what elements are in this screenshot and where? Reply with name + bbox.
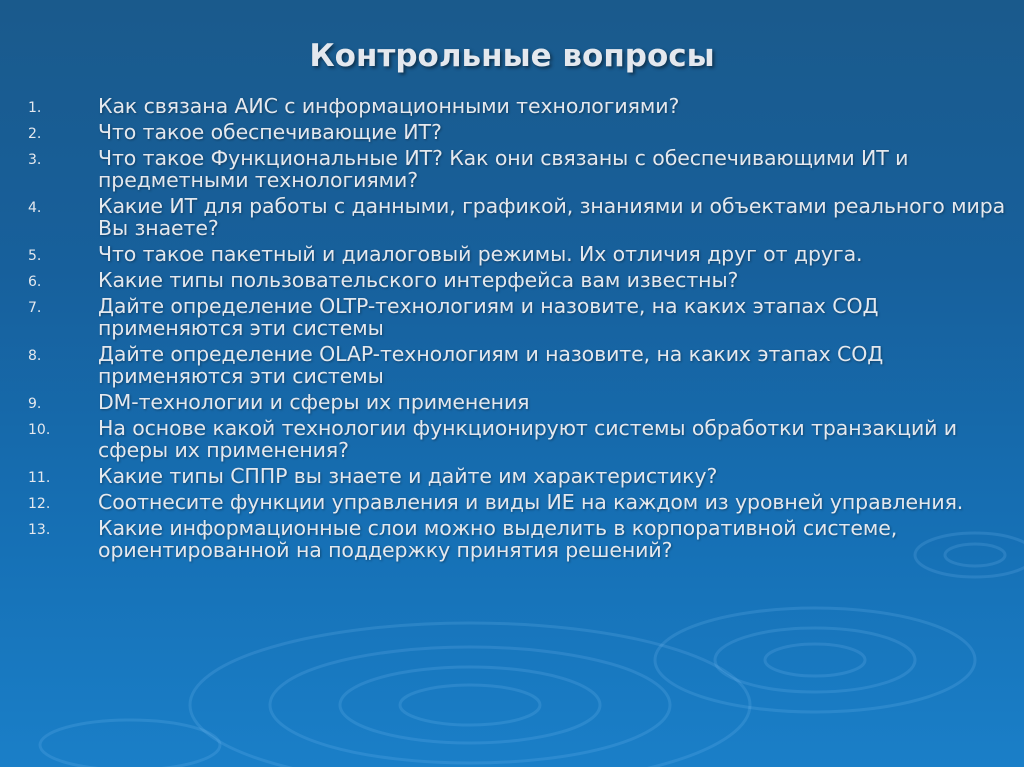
question-number: 8. <box>28 348 42 364</box>
question-number: 10. <box>28 422 51 438</box>
list-item <box>28 465 1013 487</box>
list-item <box>28 121 1013 143</box>
list-item <box>28 295 1013 339</box>
question-list <box>28 95 1013 565</box>
question-number: 3. <box>28 152 42 168</box>
question-number: 11. <box>28 470 51 486</box>
question-text: Как связана АИС с информационными технологиями? <box>98 94 680 118</box>
question-text: На основе какой технологии функционируют системы обработки транзакций и сферы их применения? <box>98 416 958 462</box>
list-item <box>28 95 1013 117</box>
question-number: 4. <box>28 200 42 216</box>
list-item <box>28 517 1013 561</box>
list-item <box>28 147 1013 191</box>
question-text: DM-технологии и сферы их применения <box>98 390 530 414</box>
list-item <box>28 195 1013 239</box>
list-item <box>28 269 1013 291</box>
list-item <box>28 243 1013 265</box>
question-number: 6. <box>28 274 42 290</box>
question-text: Какие информационные слои можно выделить в корпоративной системе, ориентированной на поддержку принятия решений? <box>98 516 898 562</box>
question-text: Соотнесите функции управления и виды ИЕ на каждом из уровней управления. <box>98 490 964 514</box>
question-number: 2. <box>28 126 42 142</box>
question-number: 13. <box>28 522 51 538</box>
question-number: 12. <box>28 496 51 512</box>
question-text: Что такое Функциональные ИТ? Как они связаны с обеспечивающими ИТ и предметными технологиями? <box>98 146 909 192</box>
list-item <box>28 417 1013 461</box>
list-item <box>28 391 1013 413</box>
list-item <box>28 491 1013 513</box>
question-text: Какие ИТ для работы с данными, графикой, знаниями и объектами реального мира Вы знаете? <box>98 194 1006 240</box>
question-text: Что такое обеспечивающие ИТ? <box>98 120 442 144</box>
question-number: 7. <box>28 300 42 316</box>
question-text: Дайте определение OLAP-технологиям и назовите, на каких этапах СОД применяются эти системы <box>98 342 884 388</box>
slide-title: Контрольные вопросы <box>309 38 715 74</box>
question-text: Какие типы пользовательского интерфейса вам известны? <box>98 268 739 292</box>
question-number: 1. <box>28 100 42 116</box>
question-text: Дайте определение OLTP-технологиям и назовите, на каких этапах СОД применяются эти системы <box>98 294 879 340</box>
question-text: Что такое пакетный и диалоговый режимы. Их отличия друг от друга. <box>98 242 863 266</box>
list-item <box>28 343 1013 387</box>
question-number: 9. <box>28 396 42 412</box>
question-text: Какие типы СППР вы знаете и дайте им характеристику? <box>98 464 718 488</box>
question-number: 5. <box>28 248 42 264</box>
